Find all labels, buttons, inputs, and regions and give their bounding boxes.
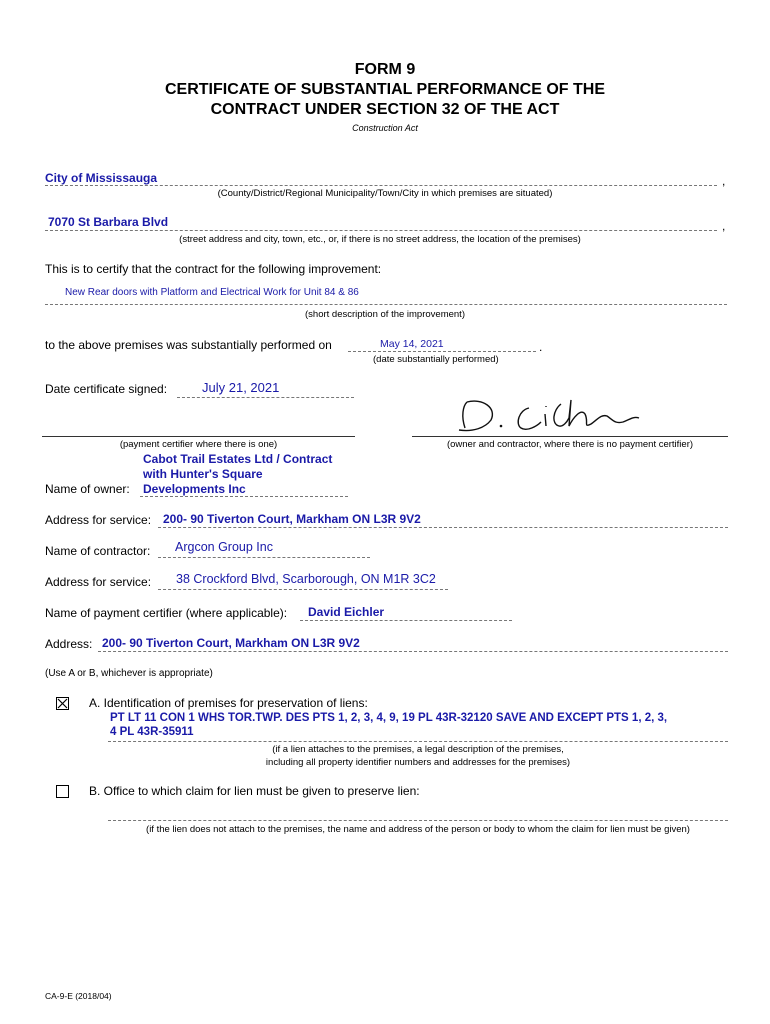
certifier-address-field[interactable]: 200- 90 Tiverton Court, Markham ON L3R 9V2 bbox=[102, 636, 360, 650]
form-number: FORM 9 bbox=[354, 61, 416, 78]
premises-line bbox=[45, 230, 717, 231]
owner-name-line2[interactable]: with Hunter's Square bbox=[143, 467, 263, 481]
form-title-line2: CONTRACT UNDER SECTION 32 OF THE ACT bbox=[210, 101, 560, 118]
owner-label: Name of owner: bbox=[45, 482, 130, 496]
option-b-caption: (if the lien does not attach to the premises, the name and address of the person or body to whom the claim for lien must be given) bbox=[146, 824, 690, 835]
improvement-line bbox=[45, 304, 727, 305]
improvement-intro: This is to certify that the contract for the following improvement: bbox=[45, 262, 382, 276]
act-name: Construction Act bbox=[352, 123, 418, 133]
payment-certifier-signature-line bbox=[42, 436, 355, 437]
performed-period: . bbox=[539, 340, 543, 354]
contractor-field[interactable]: Argcon Group Inc bbox=[175, 540, 273, 554]
contractor-line bbox=[158, 557, 370, 558]
performed-label: to the above premises was substantially performed on bbox=[45, 338, 332, 352]
improvement-field[interactable]: New Rear doors with Platform and Electrical Work for Unit 84 & 86 bbox=[65, 287, 359, 298]
option-a-description-line1[interactable]: PT LT 11 CON 1 WHS TOR.TWP. DES PTS 1, 2, 3, 4, 9, 19 PL 43R-32120 SAVE AND EXCEPT PTS 1, 2, 3, bbox=[110, 712, 668, 724]
use-note: (Use A or B, whichever is appropriate) bbox=[45, 668, 213, 679]
municipality-field[interactable]: City of Mississauga bbox=[45, 171, 158, 185]
contractor-label: Name of contractor: bbox=[45, 544, 151, 558]
owner-line bbox=[140, 496, 348, 497]
certifier-address-line bbox=[98, 651, 728, 652]
certifier-address-label: Address: bbox=[45, 637, 93, 651]
owner-address-line bbox=[158, 527, 728, 528]
contractor-address-label: Address for service: bbox=[45, 575, 152, 589]
performed-line bbox=[348, 351, 536, 352]
signed-line bbox=[177, 397, 354, 398]
payment-certifier-field[interactable]: David Eichler bbox=[308, 605, 385, 619]
option-a-description-line2[interactable]: 4 PL 43R-35911 bbox=[110, 726, 194, 738]
premises-comma: , bbox=[722, 219, 726, 233]
option-b-label: B. Office to which claim for lien must be given to preserve lien: bbox=[89, 784, 420, 798]
premises-field[interactable]: 7070 St Barbara Blvd bbox=[48, 215, 169, 229]
premises-caption: (street address and city, town, etc., or, if there is no street address, the location of the premises) bbox=[179, 234, 581, 245]
payment-certifier-line bbox=[300, 620, 512, 621]
payment-certifier-label: Name of payment certifier (where applicable): bbox=[45, 606, 288, 620]
municipality-caption: (County/District/Regional Municipality/Town/City in which premises are situated) bbox=[217, 188, 553, 199]
option-a-line bbox=[108, 741, 728, 742]
performed-caption: (date substantially performed) bbox=[373, 354, 499, 365]
owner-address-label: Address for service: bbox=[45, 513, 152, 527]
option-a-caption1: (if a lien attaches to the premises, a legal description of the premises, bbox=[272, 744, 564, 755]
owner-contractor-signature-line bbox=[412, 436, 728, 437]
municipality-line bbox=[45, 185, 717, 186]
checkmark-x-icon bbox=[57, 698, 68, 709]
contractor-address-line bbox=[158, 589, 448, 590]
owner-contractor-caption: (owner and contractor, where there is no payment certifier) bbox=[446, 439, 694, 450]
payment-certifier-caption: (payment certifier where there is one) bbox=[119, 439, 278, 450]
owner-address-field[interactable]: 200- 90 Tiverton Court, Markham ON L3R 9V2 bbox=[163, 512, 421, 526]
signed-label: Date certificate signed: bbox=[45, 382, 168, 396]
form-title-line1: CERTIFICATE OF SUBSTANTIAL PERFORMANCE OF THE bbox=[165, 81, 605, 98]
option-a-checkbox[interactable] bbox=[56, 697, 69, 710]
owner-name-line3[interactable]: Developments Inc bbox=[143, 482, 246, 496]
signature-image bbox=[455, 396, 645, 438]
municipality-comma: , bbox=[722, 174, 726, 188]
option-a-label: A. Identification of premises for preservation of liens: bbox=[89, 696, 368, 710]
performed-date-field[interactable]: May 14, 2021 bbox=[380, 338, 444, 350]
option-a-caption2: including all property identifier numbers and addresses for the premises) bbox=[265, 757, 571, 768]
option-b-checkbox[interactable] bbox=[56, 785, 69, 798]
owner-name-line1[interactable]: Cabot Trail Estates Ltd / Contract bbox=[143, 452, 333, 466]
contractor-address-field[interactable]: 38 Crockford Blvd, Scarborough, ON M1R 3C2 bbox=[176, 572, 436, 586]
option-b-line bbox=[108, 820, 728, 821]
improvement-caption: (short description of the improvement) bbox=[305, 309, 465, 320]
form-code: CA-9-E (2018/04) bbox=[45, 991, 112, 1001]
signed-date-field[interactable]: July 21, 2021 bbox=[202, 380, 280, 395]
